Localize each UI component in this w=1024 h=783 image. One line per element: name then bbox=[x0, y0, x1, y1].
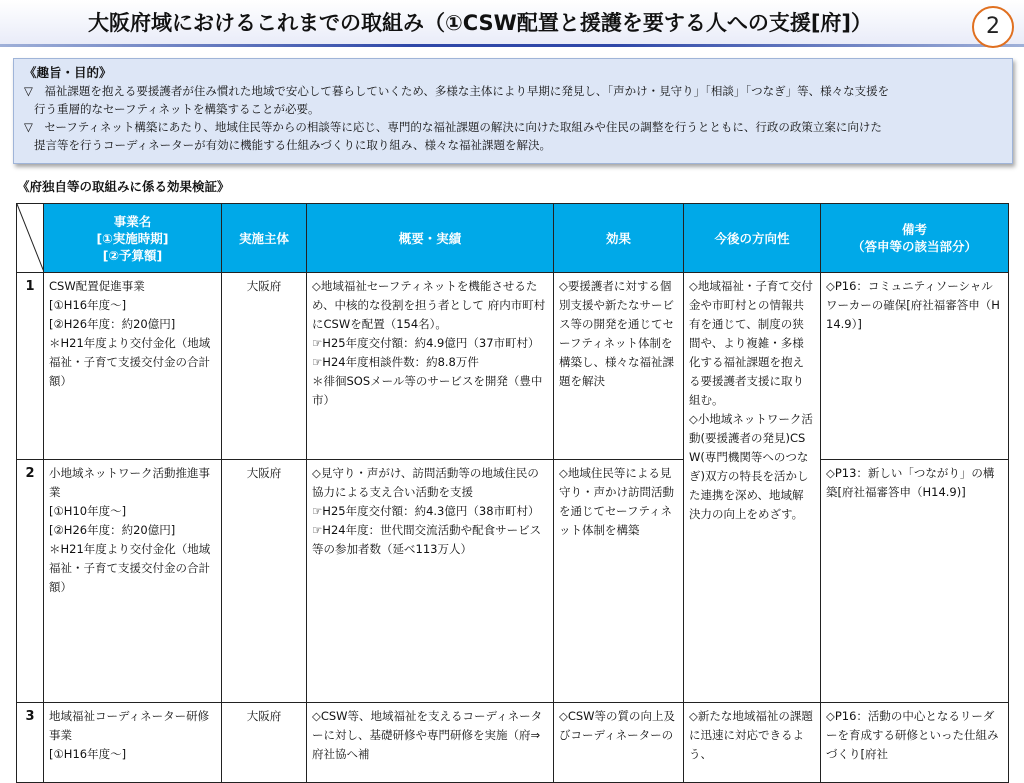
table-header-row bbox=[17, 204, 1009, 273]
header-project: 事業名 [①実施時期] [②予算額] bbox=[44, 204, 222, 273]
header-corner-cell bbox=[17, 204, 44, 273]
project-cell: 地域福祉コーディネーター研修事業 [①H16年度～] bbox=[44, 703, 222, 783]
table-row bbox=[17, 273, 1009, 460]
header-direction: 今後の方向性 bbox=[684, 204, 821, 273]
body-cell: 大阪府 bbox=[222, 273, 307, 460]
note-cell: ◇P16：活動の中心となるリーダーを育成する研修といった仕組みづくり[府社 bbox=[821, 703, 1009, 783]
effect-cell: ◇CSW等の質の向上及びコーディネーターの bbox=[554, 703, 684, 783]
project-cell: 小地域ネットワーク活動推進事業 [①H10年度～] [②H26年度：約20億円] ＊H21年度より交付金化（地域福祉・子育て支援交付金の合計額） bbox=[44, 460, 222, 703]
purpose-heading: 《趣旨・目的》 bbox=[24, 65, 112, 80]
header-body: 実施主体 bbox=[222, 204, 307, 273]
table-row bbox=[17, 460, 1009, 703]
purpose-line: ▽ 福祉課題を抱える要援護者が住み慣れた地域で安心して暮らしていくため、多様な主体により早期に発見し、「声かけ・見守り」「相談」「つなぎ」等、様々な支援を bbox=[24, 84, 890, 98]
note-cell: ◇P13：新しい「つながり」の構築[府社福審答申（H14.9)] bbox=[821, 460, 1009, 703]
row-number: 1 bbox=[17, 273, 44, 460]
direction-cell: ◇地域福祉・子育て交付金や市町村との情報共有を通じて、制度の狭間や、より複雑・多様化する福祉課題を抱える要援護者支援に取り組む。 ◇小地域ネットワーク活動(要援護者の発見)CSW(専門機関等へのつなぎ)双方の特長を活かした連携を深め、地域解決力の向上をめざす。 bbox=[684, 273, 821, 703]
direction-cell: ◇新たな地域福祉の課題に迅速に対応できるよう、 bbox=[684, 703, 821, 783]
purpose-line: 提言等を行うコーディネーターが有効に機能する仕組みづくりに取り組み、様々な福祉課題を解決。 bbox=[34, 138, 552, 152]
body-cell: 大阪府 bbox=[222, 703, 307, 783]
header-note: 備考 （答申等の該当部分） bbox=[821, 204, 1009, 273]
page-title: 大阪府域におけるこれまでの取組み（①CSW配置と援護を要する人への支援[府]） bbox=[87, 11, 873, 35]
page-number-badge: 2 bbox=[972, 6, 1014, 48]
verification-table bbox=[16, 203, 1009, 783]
purpose-line: 行う重層的なセーフティネットを構築することが必要。 bbox=[34, 102, 320, 116]
purpose-line: ▽ セーフティネット構築にあたり、地域住民等からの相談等に応じ、専門的な福祉課題の解決に向けた取組みや住民の調整を行うとともに、行政の政策立案に向けた bbox=[24, 120, 882, 134]
header-summary: 概要・実績 bbox=[307, 204, 554, 273]
note-cell: ◇P16：コミュニティソーシャルワーカーの確保[府社福審答申（H14.9）] bbox=[821, 273, 1009, 460]
project-cell: CSW配置促進事業 [①H16年度～] [②H26年度：約20億円] ＊H21年度より交付金化（地域福祉・子育て支援交付金の合計額） bbox=[44, 273, 222, 460]
row-number: 3 bbox=[17, 703, 44, 783]
summary-cell: ◇地域福祉セーフティネットを機能させるため、中核的な役割を担う者として 府内市町村にCSWを配置（154名）。 ☞H25年度交付額：約4.9億円（37市町村） ☞H24年度相談件数：約8.8万件 ＊徘徊SOSメール等のサービスを開発（豊中市） bbox=[307, 273, 554, 460]
table-row bbox=[17, 703, 1009, 783]
summary-cell: ◇見守り・声がけ、訪問活動等の地域住民の協力による支え合い活動を支援 ☞H25年度交付額：約4.3億円（38市町村） ☞H24年度：世代間交流活動や配食サービス等の参加者数（延べ113万人） bbox=[307, 460, 554, 703]
purpose-box bbox=[13, 58, 1013, 164]
effect-cell: ◇要援護者に対する個別支援や新たなサービス等の開発を通じてセーフティネット体制を構築し、様々な福祉課題を解決 bbox=[554, 273, 684, 460]
title-rule bbox=[0, 44, 1024, 47]
row-number: 2 bbox=[17, 460, 44, 703]
summary-cell: ◇CSW等、地域福祉を支えるコーディネーターに対し、基礎研修や専門研修を実施（府⇒府社協へ補 bbox=[307, 703, 554, 783]
header-effect: 効果 bbox=[554, 204, 684, 273]
body-cell: 大阪府 bbox=[222, 460, 307, 703]
diagonal-line bbox=[17, 204, 44, 272]
section-heading: 《府独自等の取組みに係る効果検証》 bbox=[17, 179, 230, 194]
effect-cell: ◇地域住民等による見守り・声かけ訪問活動を通じてセーフティネット体制を構築 bbox=[554, 460, 684, 703]
